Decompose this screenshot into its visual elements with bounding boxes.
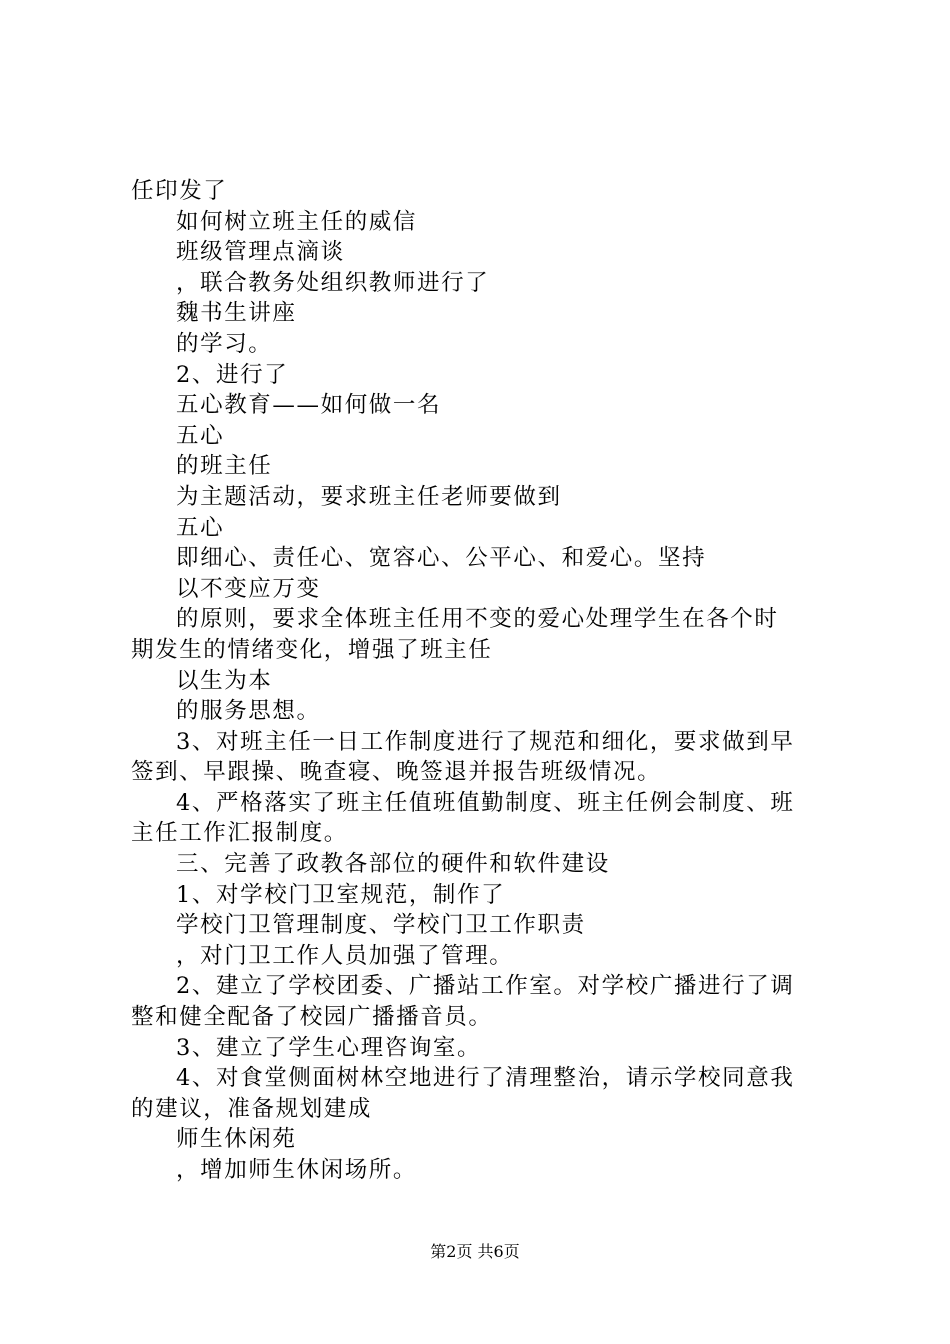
text-line: 4、严格落实了班主任值班值勤制度、班主任例会制度、班 bbox=[176, 789, 795, 816]
text-line: 2、进行了 bbox=[176, 361, 289, 388]
text-line: 任印发了 bbox=[131, 178, 228, 204]
text-line: ，对门卫工作人员加强了管理。 bbox=[176, 942, 514, 969]
text-line: 班级管理点滴谈 bbox=[176, 239, 345, 266]
document-body bbox=[131, 176, 831, 1186]
text-line: 以生为本 bbox=[176, 667, 273, 694]
text-line: 的班主任 bbox=[176, 453, 273, 480]
text-line: 为主题活动，要求班主任老师要做到 bbox=[176, 483, 562, 510]
text-line: 学校门卫管理制度、学校门卫工作职责 bbox=[176, 912, 586, 939]
text-line: 期发生的情绪变化，增强了班主任 bbox=[131, 636, 493, 663]
text-line: 整和健全配备了校园广播播音员。 bbox=[131, 1004, 493, 1031]
text-line: 以不变应万变 bbox=[176, 575, 321, 602]
text-line: 签到、早跟操、晚查寝、晚签退并报告班级情况。 bbox=[131, 759, 662, 786]
text-line: 的建议，准备规划建成 bbox=[131, 1095, 373, 1122]
text-line: 的学习。 bbox=[176, 330, 273, 357]
text-line: 的原则，要求全体班主任用不变的爱心处理学生在各个时 bbox=[176, 606, 779, 633]
text-line: 1、对学校门卫室规范，制作了 bbox=[176, 881, 506, 908]
text-line: 2、建立了学校团委、广播站工作室。对学校广播进行了调 bbox=[176, 973, 795, 1000]
text-line: 即细心、责任心、宽容心、公平心、和爱心。坚持 bbox=[176, 545, 707, 572]
text-line: 三、完善了政教各部位的硬件和软件建设 bbox=[176, 851, 610, 878]
text-line: 3、建立了学生心理咨询室。 bbox=[176, 1034, 482, 1061]
text-line: ，增加师生休闲场所。 bbox=[176, 1157, 418, 1183]
text-line: 的服务思想。 bbox=[176, 698, 321, 725]
text-line: 3、对班主任一日工作制度进行了规范和细化，要求做到早 bbox=[176, 728, 795, 755]
text-line: 五心教育——如何做一名 bbox=[176, 392, 442, 419]
text-line: 五心 bbox=[176, 422, 225, 449]
text-line: 主任工作汇报制度。 bbox=[131, 820, 348, 847]
text-line: 师生休闲苑 bbox=[176, 1126, 297, 1153]
text-line: 4、对食堂侧面树林空地进行了清理整治，请示学校同意我 bbox=[176, 1065, 795, 1092]
text-line: ，联合教务处组织教师进行了 bbox=[176, 269, 490, 296]
text-line: 魏书生讲座 bbox=[176, 300, 297, 327]
text-line: 五心 bbox=[176, 514, 225, 541]
page-footer: 第2页 共6页 bbox=[430, 1242, 520, 1261]
text-line: 如何树立班主任的威信 bbox=[176, 208, 418, 235]
